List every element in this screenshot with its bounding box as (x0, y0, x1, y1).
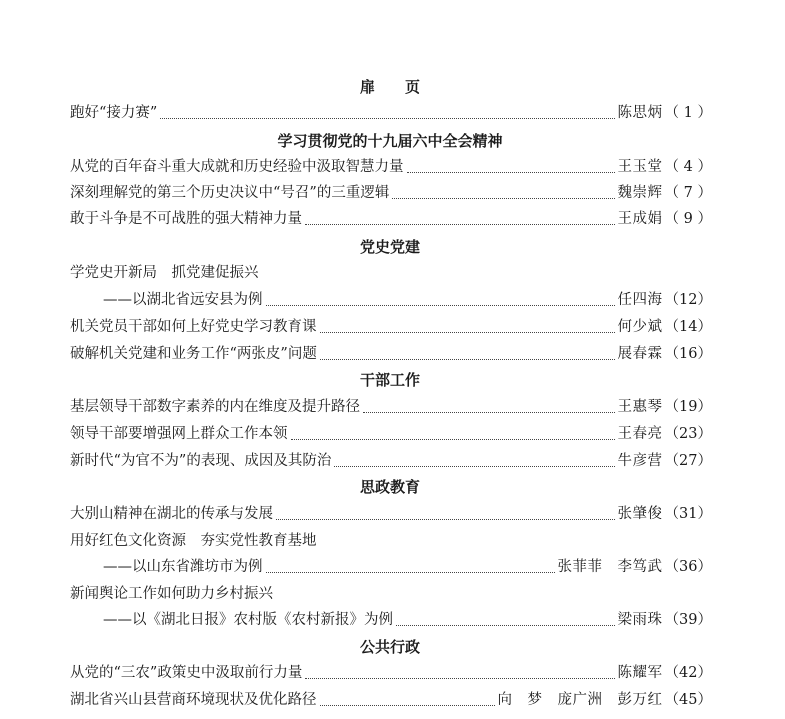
toc-entry[interactable] (70, 102, 712, 124)
entry-page: （16） (664, 346, 712, 362)
entry-title: 新时代“为官不为”的表现、成因及其防治 (70, 453, 332, 469)
toc-entry[interactable] (70, 689, 712, 711)
toc-entry[interactable] (103, 609, 712, 631)
entry-title: 基层领导干部数字素养的内在维度及提升路径 (70, 399, 360, 415)
entry-page: （23） (664, 426, 712, 442)
entry-page: （ 1 ） (664, 105, 712, 121)
toc-entry[interactable] (70, 662, 712, 684)
entry-subtitle: ——以湖北省远安县为例 (103, 292, 263, 308)
entry-heading[interactable]: 用好红色文化资源 夯实党性教育基地 (70, 533, 317, 549)
entry-title: 从党的百年奋斗重大成就和历史经验中汲取智慧力量 (70, 159, 404, 175)
entry-heading[interactable]: 新闻舆论工作如何助力乡村振兴 (70, 586, 273, 602)
dot-leader (305, 678, 614, 679)
entry-author: 牛彦营 (617, 453, 663, 469)
entry-page: （27） (664, 453, 712, 469)
entry-page: （19） (664, 399, 712, 415)
entry-author: 王玉堂 (617, 159, 663, 175)
entry-author: 王春亮 (617, 426, 663, 442)
dot-leader (266, 572, 555, 573)
dot-leader (334, 466, 614, 467)
dot-leader (291, 439, 615, 440)
entry-page: （36） (664, 559, 712, 575)
toc-entry[interactable] (70, 343, 712, 365)
entry-title: 跑好“接力赛” (70, 105, 158, 121)
entry-author: 陈思炳 (617, 105, 663, 121)
dot-leader (392, 198, 614, 199)
section-heading-public-administration: 公共行政 (359, 638, 420, 656)
toc-entry[interactable] (70, 316, 712, 338)
entry-author: 王惠琴 (617, 399, 663, 415)
entry-subtitle: ——以山东省潍坊市为例 (103, 559, 263, 575)
entry-author: 张菲菲 李笃武 (557, 559, 663, 575)
dot-leader (407, 172, 615, 173)
entry-title: 领导干部要增强网上群众工作本领 (70, 426, 288, 442)
section-heading-sixth-plenum: 学习贯彻党的十九届六中全会精神 (277, 132, 503, 150)
entry-page: （ 9 ） (664, 211, 712, 227)
toc-entry[interactable] (70, 503, 712, 525)
dot-leader (320, 359, 615, 360)
dot-leader (320, 332, 615, 333)
entry-page: （45） (664, 692, 712, 708)
entry-heading[interactable]: 学党史开新局 抓党建促振兴 (70, 265, 259, 281)
entry-author: 王成娟 (617, 211, 663, 227)
entry-author: 魏崇辉 (617, 185, 663, 201)
entry-title: 湖北省兴山县营商环境现状及优化路径 (70, 692, 317, 708)
entry-title: 深刻理解党的第三个历史决议中“号召”的三重逻辑 (70, 185, 390, 201)
toc-entry[interactable] (70, 396, 712, 418)
section-heading-party-history: 党史党建 (359, 238, 420, 256)
entry-page: （42） (664, 665, 712, 681)
entry-author: 陈耀军 (617, 665, 663, 681)
entry-title: 破解机关党建和业务工作“两张皮”问题 (70, 346, 317, 362)
toc-entry[interactable] (70, 182, 712, 204)
entry-page: （31） (664, 506, 712, 522)
entry-author: 向 梦 庞广洲 彭万红 (497, 692, 663, 708)
entry-page: （12） (664, 292, 712, 308)
entry-page: （ 7 ） (664, 185, 712, 201)
dot-leader (160, 118, 614, 119)
section-heading-frontispiece: 扉 页 (359, 78, 420, 96)
dot-leader (363, 412, 615, 413)
entry-subtitle: ——以《湖北日报》农村版《农村新报》为例 (103, 612, 393, 628)
dot-leader (276, 519, 615, 520)
dot-leader (266, 305, 615, 306)
toc-entry[interactable] (103, 556, 712, 578)
toc-entry[interactable] (70, 450, 712, 472)
entry-title: 机关党员干部如何上好党史学习教育课 (70, 319, 317, 335)
section-heading-ideological-education: 思政教育 (359, 478, 420, 496)
section-heading-cadre-work: 干部工作 (359, 371, 420, 389)
entry-author: 梁雨珠 (617, 612, 663, 628)
dot-leader (396, 625, 615, 626)
entry-title: 大别山精神在湖北的传承与发展 (70, 506, 273, 522)
entry-author: 展春霖 (617, 346, 663, 362)
entry-page: （ 4 ） (664, 159, 712, 175)
entry-page: （14） (664, 319, 712, 335)
entry-author: 张肇俊 (617, 506, 663, 522)
dot-leader (305, 224, 615, 225)
entry-page: （39） (664, 612, 712, 628)
toc-entry[interactable] (70, 156, 712, 178)
entry-title: 从党的“三农”政策史中汲取前行力量 (70, 665, 303, 681)
dot-leader (320, 705, 495, 706)
toc-entry[interactable] (70, 423, 712, 445)
toc-entry[interactable] (70, 208, 712, 230)
entry-author: 何少斌 (617, 319, 663, 335)
entry-author: 任四海 (617, 292, 663, 308)
entry-title: 敢于斗争是不可战胜的强大精神力量 (70, 211, 302, 227)
toc-entry[interactable] (103, 289, 712, 311)
